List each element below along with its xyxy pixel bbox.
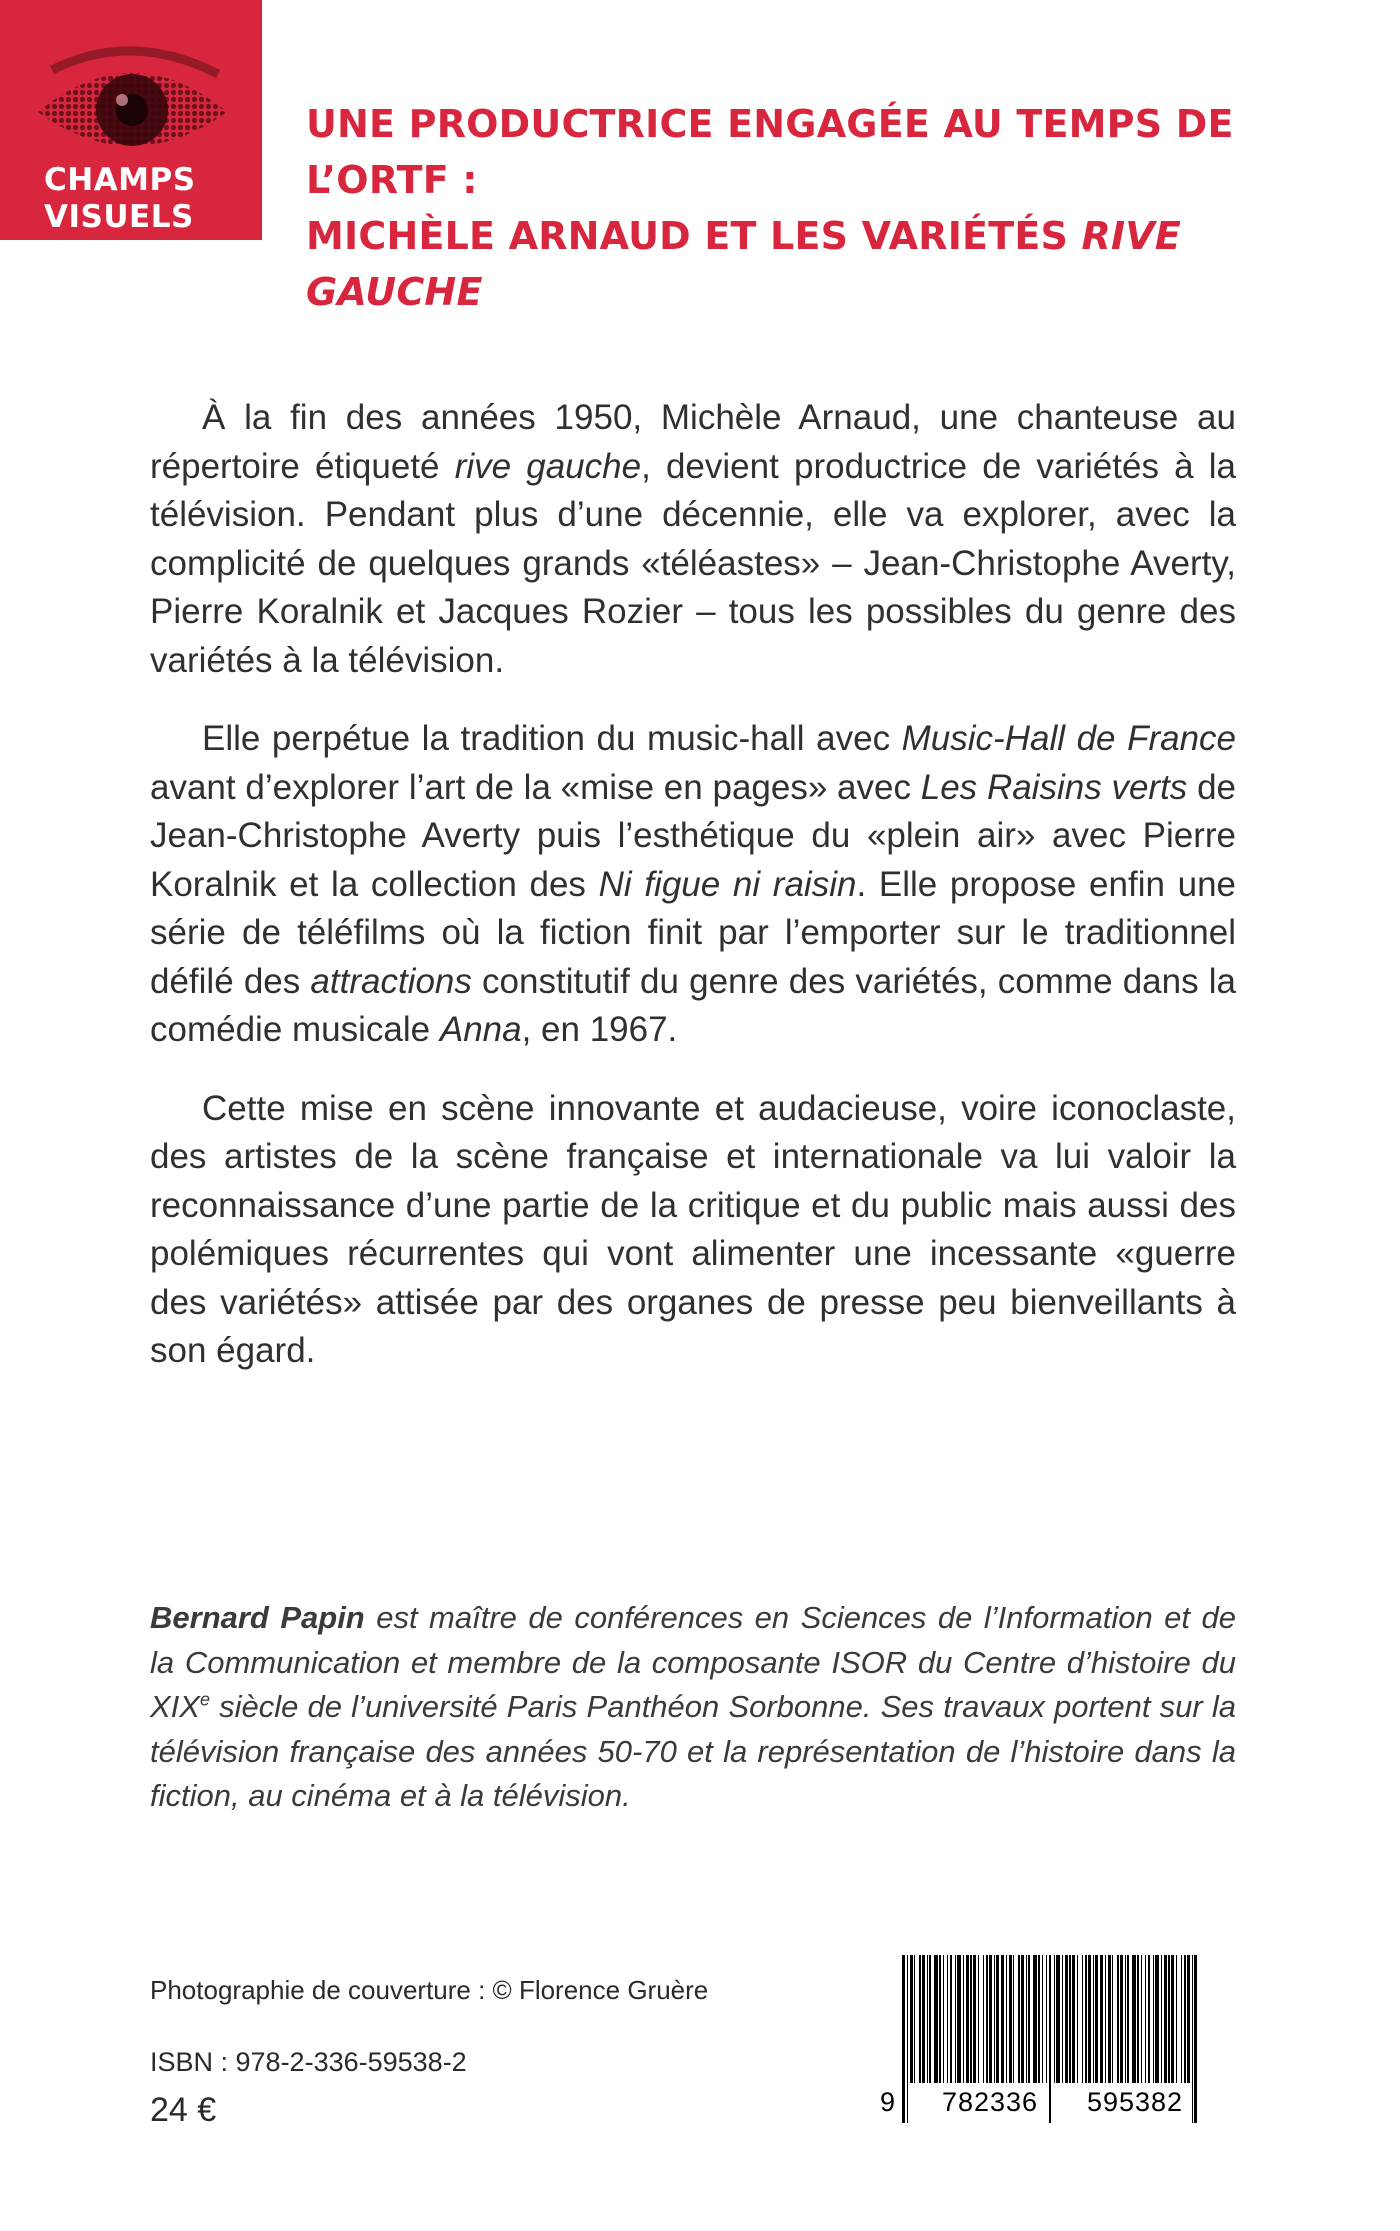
barcode-bar (947, 1955, 948, 2083)
barcode-bar (963, 1955, 964, 2083)
barcode-bar (943, 1955, 944, 2083)
barcode-bar (1018, 1955, 1020, 2083)
barcode-bar (1153, 1955, 1154, 2083)
barcode-bar (973, 1955, 976, 2083)
barcode-bar (1125, 1955, 1126, 2083)
barcode-bar (1062, 1955, 1063, 2083)
barcode (880, 1955, 1220, 2131)
title-line-1: UNE PRODUCTRICE ENGAGÉE AU TEMPS DE L’ORTF : (306, 102, 1234, 202)
text-run: de Jean-Christophe Averty puis l’esthétique du «plein air» avec Pierre Koralnik et la collection des (150, 767, 1237, 904)
barcode-bar (1038, 1955, 1040, 2083)
barcode-bar (1054, 1955, 1055, 2083)
barcode-group-2: 595382 (1086, 2087, 1184, 2117)
italic-run: Music-Hall de France (901, 719, 1236, 758)
barcode-bar (1093, 1955, 1094, 2083)
barcode-bar (1184, 1955, 1186, 2083)
barcode-bar (983, 1955, 984, 2083)
superscript: e (199, 1689, 210, 1710)
blurb-paragraph-2 (150, 715, 1236, 1055)
barcode-bar (910, 1955, 913, 2083)
barcode-bar (1181, 1955, 1182, 2083)
barcode-bar (929, 1955, 931, 2083)
eye-icon (30, 40, 235, 175)
text-run: siècle de l’université Paris Panthéon Sorbonne. Ses travaux portent sur la télévision française des années 50-70 et la représentation de l’histoire dans la fiction, au cinéma et à la télévision. (150, 1689, 1236, 1813)
publisher-logo (0, 0, 262, 240)
barcode-bar (1006, 1955, 1007, 2083)
barcode-bar (1176, 1955, 1177, 2083)
barcode-bar (914, 1955, 915, 2083)
barcode-bar (986, 1955, 988, 2083)
barcode-bar (978, 1955, 979, 2083)
barcode-bar (1132, 1955, 1136, 2083)
barcode-bar (1085, 1955, 1087, 2083)
barcode-bar (1028, 1955, 1030, 2083)
barcode-bar (1187, 1955, 1190, 2083)
barcode-bar (1120, 1955, 1123, 2083)
barcode-bar (950, 1955, 952, 2083)
italic-run: attractions (310, 961, 472, 1001)
barcode-bar (1164, 1955, 1167, 2083)
barcode-bar (939, 1955, 941, 2083)
barcode-bar (1161, 1955, 1162, 2083)
barcode-bar (922, 1955, 925, 2083)
barcode-bar (1105, 1955, 1106, 2083)
barcode-bar (970, 1955, 972, 2083)
back-cover-blurb (150, 394, 1236, 1406)
barcode-group-1: 782336 (941, 2087, 1039, 2117)
italic-run: Anna (439, 1010, 522, 1049)
barcode-bar (1108, 1955, 1111, 2083)
italic-run: rive gauche (454, 446, 642, 486)
barcode-bar (1009, 1955, 1012, 2083)
barcode-bar (1112, 1955, 1113, 2083)
barcode-bar (957, 1955, 961, 2083)
text-run: À la fin des années 1950, Michèle Arnaud, une chanteuse au répertoire étiqueté (150, 398, 1236, 486)
barcode-bar (907, 1955, 908, 2123)
barcode-bar (1069, 1955, 1071, 2083)
barcode-bar (1117, 1955, 1119, 2083)
italic-run: Ni figue ni raisin (598, 864, 857, 904)
barcode-bar (1100, 1955, 1103, 2083)
text-run: est maître de conférences en Sciences de l’Information et de la Communication et membre de la composante ISOR du Centre d’histoire du XIX (150, 1600, 1236, 1724)
blurb-paragraph-3: Cette mise en scène innovante et audacieuse, voire iconoclaste, des artistes de la scène française et internationale va lui valoir la reconnaissance d’une partie de la critique et du public mais aussi des polémiques récurrentes qui vont alimenter une incessante «guerre des variétés» attisée par des organes de presse peu bienveillants à son égard. (150, 1088, 1236, 1370)
logo-line-1: CHAMPS (44, 162, 196, 198)
barcode-bar (1148, 1955, 1150, 2083)
italic-run: Les Raisins verts (920, 767, 1188, 807)
barcode-bar (1155, 1955, 1159, 2083)
barcode-bar (1095, 1955, 1098, 2083)
barcode-bar (996, 1955, 999, 2083)
barcode-bar (1082, 1955, 1083, 2083)
barcode-bar (934, 1955, 938, 2083)
barcode-bar (1168, 1955, 1170, 2083)
barcode-bar (1127, 1955, 1129, 2083)
barcode-bar (1021, 1955, 1024, 2083)
blurb-paragraph-1 (150, 394, 1236, 685)
text-run: , en 1967. (521, 1010, 678, 1049)
barcode-bar (1046, 1955, 1047, 2083)
barcode-bar (1013, 1955, 1014, 2083)
barcode-bar (994, 1955, 995, 2083)
barcode-bar (1042, 1955, 1043, 2083)
book-title (306, 96, 1366, 320)
barcode-bar (919, 1955, 921, 2083)
text-run: constitutif du genre des variétés, comme dans la comédie musicale (150, 961, 1236, 1049)
logo-line-2: VISUELS (44, 199, 194, 235)
text-run: , devient productrice de variétés à la télévision. Pendant plus d’une décennie, elle va explorer, avec la complicité de quelques grands «téléastes» – Jean-Christophe Averty, Pierre Koralnik et Jacques Rozier – tous les possibles du genre des variétés à la télévision. (150, 446, 1236, 680)
barcode-bar (966, 1955, 969, 2083)
barcode-bar (989, 1955, 992, 2083)
barcode-bar (1137, 1955, 1139, 2083)
barcode-bar (1077, 1955, 1078, 2083)
text-run: avant d’explorer l’art de la «mise en pages» avec (150, 767, 921, 807)
price: 24 € (150, 2091, 217, 2129)
barcode-lead-digit: 9 (880, 2087, 896, 2117)
title-line-2 (306, 208, 1366, 320)
barcode-bar (1065, 1955, 1068, 2083)
barcode-bar (1033, 1955, 1037, 2083)
barcode-bar (902, 1955, 905, 2123)
barcode-bar (1088, 1955, 1091, 2083)
barcode-bar (1145, 1955, 1146, 2083)
barcode-bar (1001, 1955, 1004, 2083)
photo-credit: Photographie de couverture : © Florence Gruère (150, 1975, 709, 2005)
barcode-bar (1056, 1955, 1060, 2083)
barcode-bar (1141, 1955, 1142, 2083)
title-line-2-italic: RIVE GAUCHE (306, 214, 1182, 314)
title-line-2-text: MICHÈLE ARNAUD ET LES VARIÉTÉS (306, 214, 1082, 258)
text-run: Elle perpétue la tradition du music-hall avec (202, 719, 902, 758)
barcode-bar (927, 1955, 928, 2083)
text-run: . Elle propose enfin une série de téléfilms où la fiction finit par l’emporter sur le traditionnel défilé des (150, 864, 1237, 1001)
barcode-bar (1026, 1955, 1027, 2083)
isbn: ISBN : 978-2-336-59538-2 (150, 2047, 467, 2077)
barcode-bar (1171, 1955, 1174, 2083)
barcode-bar (1072, 1955, 1075, 2083)
barcode-bar (955, 1955, 956, 2083)
author-name: Bernard Papin (150, 1600, 365, 1635)
author-bio (150, 1596, 1236, 1819)
